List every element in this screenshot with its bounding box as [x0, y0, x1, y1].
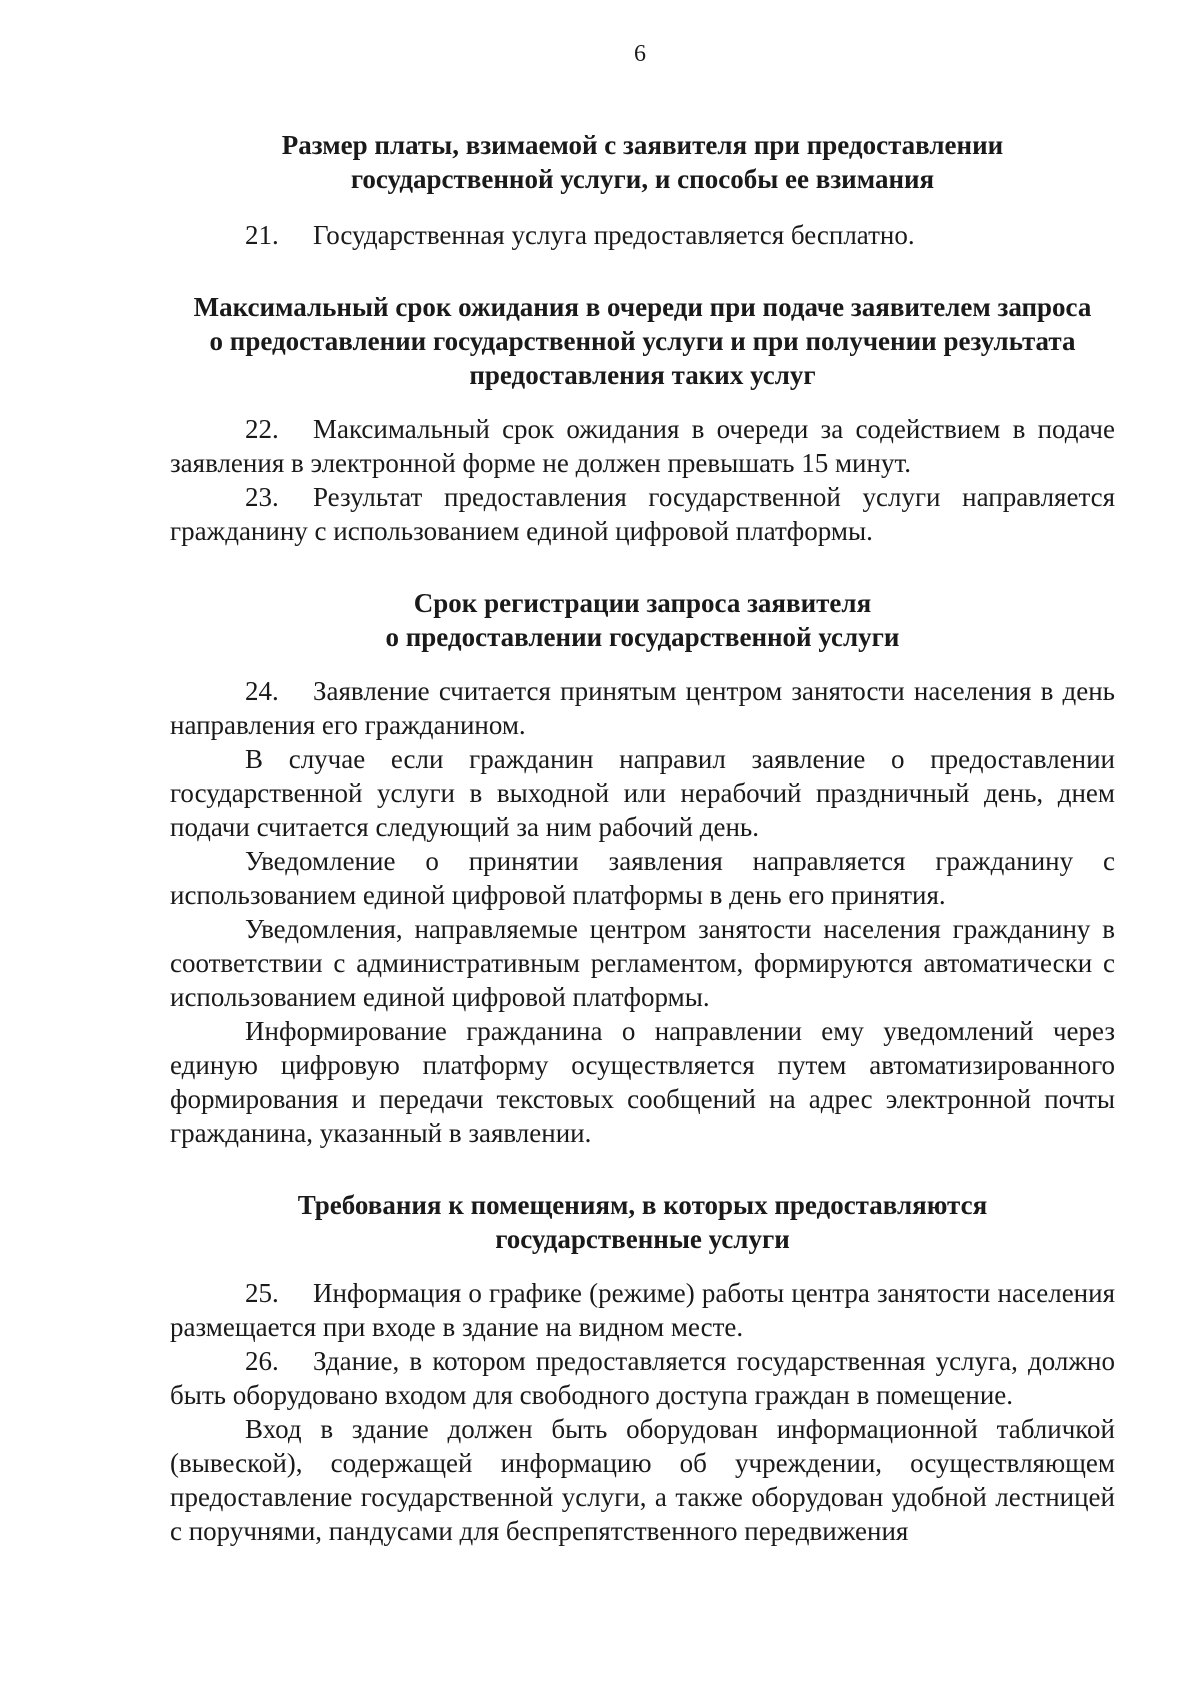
heading-line: Срок регистрации запроса заявителя	[413, 588, 872, 618]
paragraph-text: Результат предоставления государственной услуги направляется гражданину с использованием единой цифровой платформы.	[170, 482, 1115, 546]
paragraph-26	[170, 1344, 1115, 1412]
document-body	[170, 128, 1115, 1548]
heading-line: Требования к помещениям, в которых предоставляются	[297, 1190, 988, 1220]
paragraph-21	[170, 218, 1115, 252]
paragraph-number: 24.	[245, 676, 279, 706]
paragraph-23	[170, 480, 1115, 548]
section-heading-fee	[170, 128, 1115, 196]
heading-line: государственные услуги	[495, 1224, 790, 1254]
section-heading-queue	[170, 290, 1115, 392]
paragraph-24-weekend: В случае если гражданин направил заявление о предоставлении государственной услуги в выходной или нерабочий праздничный день, днем подачи считается следующий за ним рабочий день.	[170, 744, 1115, 842]
paragraph-text: Информация о графике (режиме) работы центра занятости населения размещается при входе в здание на видном месте.	[170, 1278, 1115, 1342]
paragraph-number: 25.	[245, 1278, 279, 1308]
paragraph-25	[170, 1276, 1115, 1344]
paragraph-text: Максимальный срок ожидания в очереди за содействием в подаче заявления в электронной форме не должен превышать 15 минут.	[170, 414, 1115, 478]
paragraph-number: 21.	[245, 220, 279, 250]
heading-line: Максимальный срок ожидания в очереди при подаче заявителем запроса	[193, 292, 1092, 322]
paragraph-24	[170, 674, 1115, 742]
paragraph-24-notifications: Уведомления, направляемые центром занятости населения гражданину в соответствии с административным регламентом, формируются автоматически с использованием единой цифровой платформы.	[170, 914, 1115, 1012]
paragraph-text: Заявление считается принятым центром занятости населения в день направления его гражданином.	[170, 676, 1115, 740]
heading-line: государственной услуги, и способы ее взимания	[350, 164, 935, 194]
section-heading-premises	[170, 1188, 1115, 1256]
heading-line: Размер платы, взимаемой с заявителя при предоставлении	[281, 130, 1004, 160]
heading-line: о предоставлении государственной услуги	[385, 622, 900, 652]
paragraph-22	[170, 412, 1115, 480]
page-number: 6	[634, 41, 646, 67]
paragraph-24-informing: Информирование гражданина о направлении ему уведомлений через единую цифровую платформу осуществляется путем автоматизированного формирования и передачи текстовых сообщений на адрес электронной почты гражданина, указанный в заявлении.	[170, 1016, 1115, 1148]
paragraph-number: 22.	[245, 414, 279, 444]
paragraph-text: Здание, в котором предоставляется государственная услуга, должно быть оборудовано входом для свободного доступа граждан в помещение.	[170, 1346, 1115, 1410]
section-heading-registration	[170, 586, 1115, 654]
paragraph-number: 26.	[245, 1346, 279, 1376]
heading-line: о предоставлении государственной услуги и при получении результата	[209, 326, 1076, 356]
paragraph-24-notice: Уведомление о принятии заявления направляется гражданину с использованием единой цифровой платформы в день его принятия.	[170, 846, 1115, 910]
paragraph-number: 23.	[245, 482, 279, 512]
heading-line: предоставления таких услуг	[469, 360, 816, 390]
paragraph-26-entrance: Вход в здание должен быть оборудован информационной табличкой (вывеской), содержащей информацию об учреждении, осуществляющем предоставление государственной услуги, а также оборудован удобной лестницей с поручнями, пандусами для беспрепятственного передвижения	[170, 1414, 1115, 1546]
paragraph-text: Государственная услуга предоставляется бесплатно.	[313, 220, 915, 250]
